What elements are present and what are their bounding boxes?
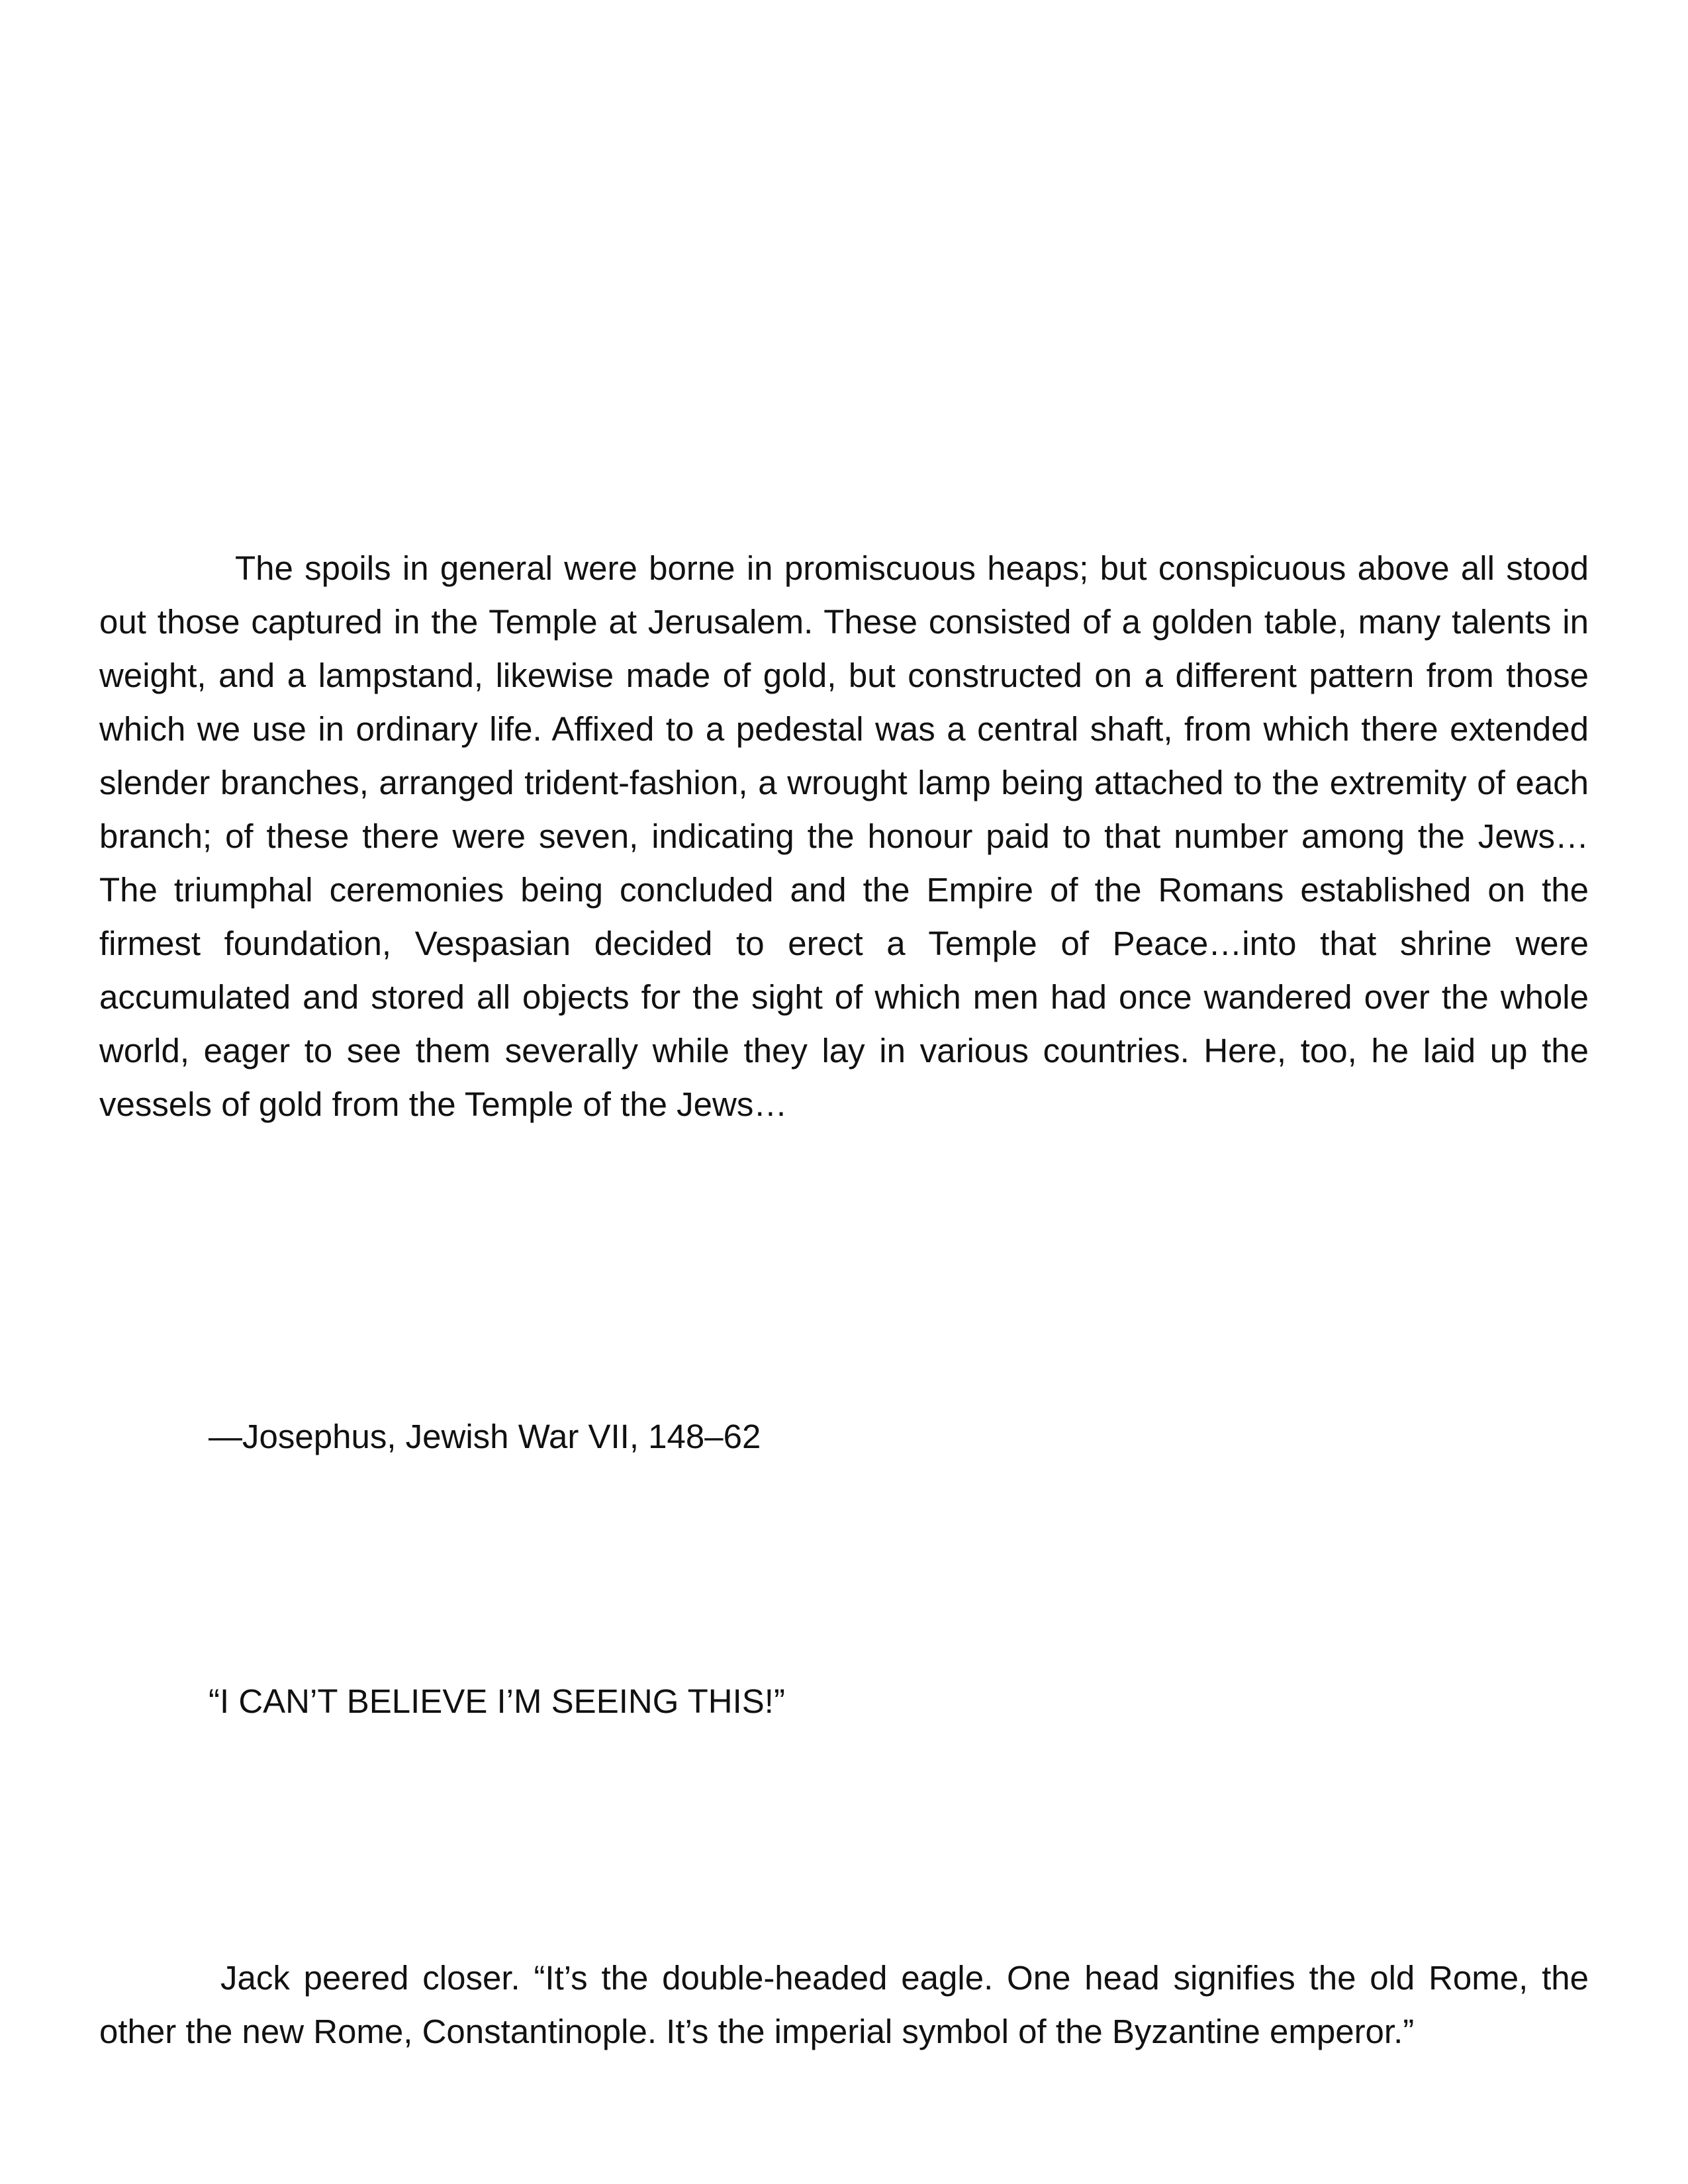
narrative-paragraph: Jack peered closer. “It’s the double-headed eagle. One head signifies the old Rome, the other the new Rome, Constantinople. It’s the imperial symbol of the Byzantine emperor.” xyxy=(99,1959,1589,2050)
epigraph-quote: The spoils in general were borne in promiscuous heaps; but conspicuous above all stood out those captured in the Temple at Jerusalem. These consisted of a golden table, many talents in weight, and a lampstand, likewise made of gold, but constructed on a different pattern from those which we use in ordinary life. Affixed to a pedestal was a central shaft, from which there extended slender branches, arranged trident-fashion, a wrought lamp being attached to the extremity of each branch; of these there were seven, indicating the honour paid to that number among the Jews…The triumphal ceremonies being concluded and the Empire of the Romans established on the firmest foundation, Vespasian decided to erect a Temple of Peace…into that shrine were accumulated and stored all objects for the sight of which men had once wandered over the whole world, eager to see them severally while they lay in various countries. Here, too, he laid up the vessels of gold from the Temple of the Jews… xyxy=(99,549,1589,1123)
opening-exclamation: “I CAN’T BELIEVE I’M SEEING THIS!” xyxy=(209,1682,785,1720)
epigraph-attribution: —Josephus, Jewish War VII, 148–62 xyxy=(209,1418,761,1455)
